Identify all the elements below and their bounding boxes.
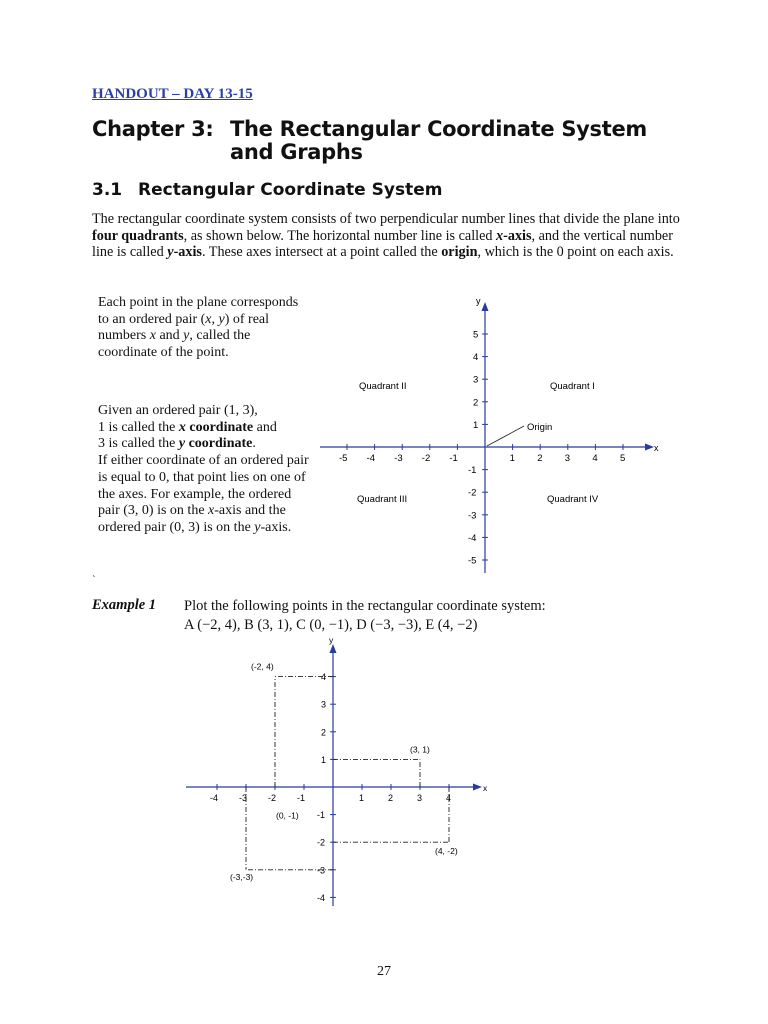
intro-paragraph [92, 211, 682, 261]
y-axis-arrow [330, 644, 337, 653]
side_para2-run: . [252, 436, 256, 452]
handout-heading: HANDOUT – DAY 13-15 [92, 86, 253, 102]
side_para2-run: If either coordinate of an ordered pair is equal to 0, that point lies on one of the axes. For example, the ordered pair (3, 0) is on the [98, 453, 309, 519]
side_para1-run: and [155, 328, 184, 344]
chapter-number: Chapter 3: [92, 117, 214, 141]
coordinate-explanation-paragraph [98, 403, 313, 537]
side_para2-run: x [208, 503, 215, 519]
stray-mark: ` [92, 574, 96, 586]
side_para2-run: 1 is called the [98, 419, 179, 435]
quadrant-label: Quadrant III [357, 494, 408, 505]
x-tick-label: 1 [509, 453, 515, 464]
point-label: (0, -1) [276, 810, 299, 821]
intro-run: , as shown below. The horizontal number line is called [183, 227, 497, 244]
y-axis-label: y [476, 296, 481, 306]
x-tick-label: -3 [394, 453, 403, 464]
points-chart [180, 632, 500, 917]
point-label: (-3,-3) [230, 871, 254, 882]
y-tick-label: 3 [473, 374, 479, 386]
y-tick-label: 5 [473, 329, 479, 341]
side_para2-run: x [178, 419, 186, 435]
section-heading [92, 180, 442, 200]
intro-run: four quadrants [92, 227, 184, 244]
x-tick-label: 2 [537, 453, 543, 464]
x-tick-label: -4 [210, 793, 219, 803]
x-axis-label: x [483, 783, 488, 793]
y-tick-label: -4 [317, 892, 326, 903]
quadrant-label: Quadrant II [359, 381, 407, 392]
side_para1-run: Each point in the plane corresponds to an ordered pair ( [98, 295, 299, 327]
x-tick-label: 4 [592, 453, 598, 464]
intro-run: y [167, 244, 174, 261]
side_para2-run: Given an ordered pair (1, 3), [98, 403, 258, 418]
y-tick-label: -1 [317, 810, 326, 821]
side_para1-run: y [183, 328, 190, 344]
x-tick-label: -2 [421, 453, 431, 464]
side_para2-run: coordinate [185, 419, 254, 435]
quadrant-chart [312, 290, 672, 580]
x-tick-label: -2 [268, 793, 277, 803]
intro-run: -axis [503, 227, 532, 244]
x-tick-label: 4 [446, 793, 452, 803]
page-number: 27 [377, 964, 391, 979]
point-label: (3, 1) [410, 744, 430, 755]
origin-pointer [487, 426, 524, 446]
y-tick-label: 2 [321, 727, 327, 738]
y-axis-arrow [482, 302, 489, 311]
example-points: A (−2, 4), B (3, 1), C (0, −1), D (−3, −3), E (4, −2) [184, 617, 478, 633]
side_para2-run: y [254, 519, 261, 535]
y-tick-label: -3 [468, 510, 477, 522]
example-text [184, 597, 546, 635]
y-tick-label: 1 [473, 419, 479, 431]
intro-run: . These axes intersect at a point called the [201, 244, 442, 261]
x-axis-label: x [654, 443, 659, 453]
x-tick-label: 3 [417, 793, 423, 803]
chapter-title-line2: and Graphs [230, 140, 363, 164]
y-tick-label: -2 [468, 487, 477, 499]
x-tick-label: 1 [359, 793, 365, 803]
side_para2-run: -axis and the ordered pair (0, 3) is on the [98, 503, 286, 535]
quadrant-label: Quadrant IV [547, 494, 599, 505]
example-instruction: Plot the following points in the rectangular coordinate system: [184, 598, 546, 614]
x-axis-arrow [473, 784, 482, 791]
point-label: (-2, 4) [251, 661, 274, 672]
side_para1-run: , [211, 311, 219, 327]
side_para1-run: x [205, 311, 212, 327]
y-axis-label: y [329, 635, 334, 645]
point-label: (4, -2) [435, 846, 458, 857]
origin-label: Origin [527, 422, 553, 433]
x-tick-label: 5 [620, 453, 626, 464]
x-tick-label: -5 [339, 453, 348, 464]
y-tick-label: 4 [321, 672, 327, 683]
y-tick-label: 3 [321, 699, 327, 710]
y-tick-label: -1 [468, 465, 477, 477]
y-tick-label: 2 [473, 397, 479, 409]
quadrant-label: Quadrant I [550, 381, 595, 392]
side_para2-run: 3 is called the [98, 436, 179, 452]
y-tick-label: -3 [317, 865, 326, 876]
side_para1-run: y [218, 311, 225, 327]
x-tick-label: -4 [366, 453, 376, 464]
x-axis-arrow [645, 444, 654, 451]
x-tick-label: -3 [239, 793, 248, 803]
y-tick-label: -2 [317, 837, 326, 848]
intro-run: , and the vertical number line is called [92, 227, 673, 261]
side_para1-run: ) of real numbers [98, 311, 270, 344]
section-number: 3.1 [92, 180, 123, 200]
intro-run: , which is the 0 point on each axis. [477, 244, 674, 261]
x-tick-label: -1 [449, 453, 458, 464]
side_para1-run: x [149, 328, 156, 344]
y-tick-label: 1 [321, 754, 327, 765]
ordered-pair-paragraph [98, 295, 308, 362]
intro-run: x [496, 227, 504, 244]
side_para2-run: coordinate [185, 436, 253, 452]
x-tick-label: 2 [388, 793, 394, 803]
chapter-title [92, 118, 647, 164]
example-label: Example 1 [92, 597, 157, 613]
intro-run: origin [441, 244, 478, 261]
chapter-title-line1: The Rectangular Coordinate System [230, 117, 648, 141]
x-tick-label: 3 [564, 453, 571, 464]
intro-run: -axis [173, 244, 202, 261]
intro-run: The rectangular coordinate system consists of two perpendicular number lines that divide the plane into [92, 211, 680, 227]
y-tick-label: 4 [473, 352, 479, 364]
side_para2-run: and [253, 419, 277, 435]
side_para1-run: , called the coordinate of the point. [98, 328, 251, 361]
y-tick-label: -4 [468, 532, 477, 544]
section-title: Rectangular Coordinate System [138, 180, 443, 200]
y-tick-label: -5 [468, 555, 477, 567]
x-tick-label: -1 [297, 793, 306, 803]
side_para2-run: y [178, 436, 186, 452]
side_para2-run: -axis. [260, 519, 292, 535]
